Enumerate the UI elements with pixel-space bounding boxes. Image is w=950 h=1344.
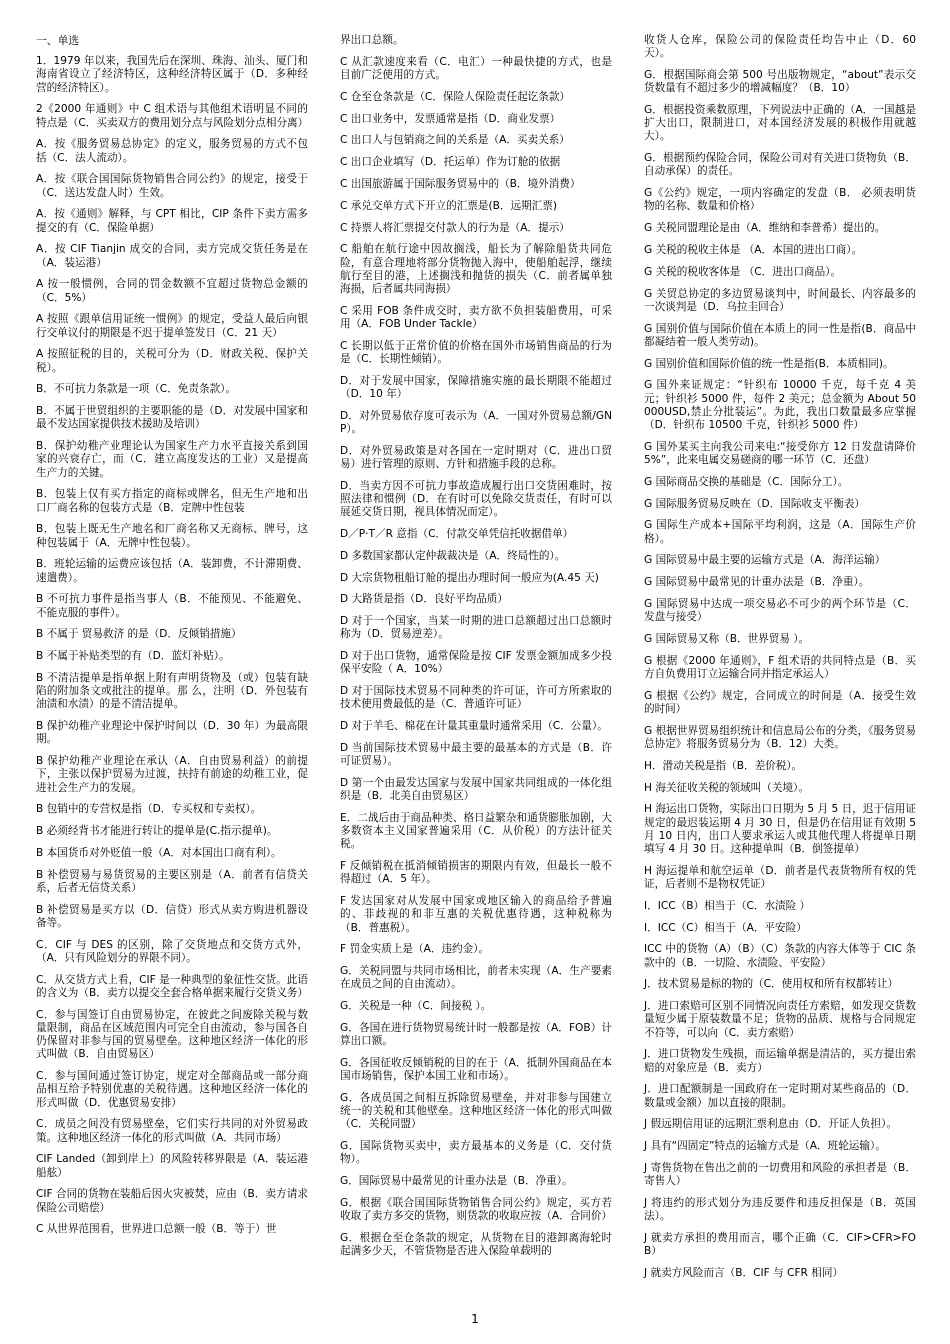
question-item: B 不属于补贴类型的有（D．蓝灯补贴）。 (36, 650, 230, 663)
question-item: G 根据世界贸易组织统计和信息局公布的分类，《服务贸易总协定》将服务贸易分为（B．12）大类。 (644, 724, 916, 750)
question-item: D 对于出口货物，通常保险是按 CIF 发票金额加成多少投保平安险（ A．10%） (340, 650, 612, 676)
question-item: G．各成员国之间相互拆除贸易壁垒，并对非参与国建立统一的关税和其他壁垒。这种地区经济一体化的形式叫做（C．关税同盟） (340, 1091, 612, 1131)
question-item: G 国外某买主向我公司来电:“接受你方 12 日发盘请降价 5%”，此来电属交易磋商的哪一环节（C．还盘） (644, 440, 916, 466)
question-item: A 按照征税的目的，关税可分为（D．财政关税、保护关税）。 (36, 348, 308, 374)
question-item: G 关税的税收主体是 （A．本国的进出口商）。 (644, 244, 863, 256)
column-right (644, 34, 916, 1289)
question-item: G．各国征收反倾销税的目的在于（A．抵制外国商品在本国市场销售，保护本国工业和市场）。 (340, 1056, 612, 1083)
question-item: G 国际贸易中达成一项交易必不可少的两个环节是（C．发盘与接受） (644, 597, 916, 624)
question-item: D 对于一个国家，当某一时期的进口总额超过出口总额时称为（D．贸易逆差）。 (340, 615, 612, 641)
question-item: G 国际贸易中最主要的运输方式是（A．海洋运输） (644, 554, 886, 567)
question-item: B 保护幼稚产业理论在承认（A．自由贸易利益）的前提下，主张以保护贸易为过渡，扶持有前途的幼稚工业，促进社会生产力的发展。 (36, 755, 308, 794)
question-item: C 仓至仓条款是（C．保险人保险责任起讫条款） (340, 90, 571, 103)
question-item: B．不可抗力条款是一项（C．免责条款）。 (36, 383, 237, 396)
question-item: G 国别价值和国际价值的统一性是指(B．本质相同)。 (644, 357, 894, 370)
question-item: D 第一个由最发达国家与发展中国家共同组成的一体化组织是（B．北美自由贸易区） (340, 776, 612, 803)
question-item: G 国际商品交换的基础是（C．国际分工）。 (644, 475, 849, 488)
question-item: G．各国在进行货物贸易统计时一般都是按（A．FOB）计算出口额。 (340, 1021, 612, 1048)
question-item: C．从交货方式上看，CIF 是一种典型的象征性交货。此语的含义为（B．卖方以提交全套合格单据来履行交货义务） (36, 973, 309, 999)
question-item: 界出口总额。 (340, 34, 404, 46)
question-item: C．参与国签订自由贸易协定，在彼此之间废除关税与数量限制，商品在区域范围内可完全自由流动，参与国各自仍保留对非参与国的贸易壁垒。这种地区经济一体化的形式叫做（B．自由贸易区） (36, 1008, 308, 1061)
question-item: B．包装上既无生产地名和厂商名称又无商标、牌号，这种包装属于（A．无牌中性包装）。 (36, 523, 308, 549)
column-middle (340, 34, 612, 1267)
question-item: D 大宗货物租船订舱的提出办理时间一般应为(A.45 天) (340, 571, 599, 584)
question-item: G．关税是一种（C．间接税 ）。 (340, 1000, 492, 1013)
question-item: J．技术贸易是标的物的（C．使用权和所有权都转让） (644, 978, 899, 991)
question-item: G 关贸总协定的多边贸易谈判中，时间最长、内容最多的一次谈判是（D．乌拉圭回合） (644, 287, 916, 313)
question-item: A．按《通则》解释，与 CPT 相比，CIP 条件下卖方需多提交的有（C．保险单据） (36, 208, 308, 234)
question-item: J．进口配额制是一国政府在一定时期对某些商品的（D．数量或金额）加以直接的限制。 (644, 1083, 916, 1109)
question-item: 2《2000 年通则》中 C 组术语与其他组术语明显不同的特点是（C．买卖双方的费用划分点与风险划分点相分离） (36, 103, 309, 129)
question-item: G．关税同盟与共同市场相比，前者未实现（A．生产要素在成员之间的自由流动）。 (340, 965, 612, 991)
question-item: G 国际贸易又称（B．世界贸易 ）。 (644, 632, 810, 645)
question-item: D．对外贸易依存度可表示为（A．一国对外贸易总额/GNP）。 (340, 409, 612, 435)
question-item: G．根据《联合国国际货物销售合同公约》规定，买方若收取了卖方多交的货物，则货款的收取应按（A．合同价） (340, 1196, 613, 1223)
question-item: F 罚金实质上是（A．违约金）。 (340, 943, 490, 956)
question-item: I．ICC（C）相当于（A．平安险） (644, 921, 807, 934)
question-item: B 补偿贸易与易货贸易的主要区别是（A．前者有信贷关系，后者无信贷关系） (36, 868, 308, 894)
question-item: C 从世界范围看，世界进口总额一般（B．等于）世 (36, 1223, 277, 1236)
question-item: B 不清洁提单是指单据上附有声明货物及（或）包装有缺陷的附加条文或批注的提单。那 么，注明（D．外包装有油渍和水渍）的是不清洁提单。 (36, 672, 308, 711)
question-item: J 寄售货物在售出之前的一切费用和风险的承担者是（B．寄售人） (644, 1161, 916, 1188)
question-item: B．班轮运输的运费应该包括（A．装卸费，不计滞期费、速遣费）。 (36, 558, 308, 584)
question-item: J．进口货物发生残损，而运输单据是清洁的，买方提出索赔的对象应是（B．卖方） (644, 1048, 916, 1074)
question-item: G 国际贸易中最常见的计重办法是（B．净重）。 (644, 576, 870, 589)
question-item: E．二战后由于商品种类、格日益繁杂和通货膨胀加剧，大多数资本主义国家普遍采用（C．从价税）的方法计征关税。 (340, 811, 612, 851)
column-left (36, 34, 308, 1245)
page-number: 1 (471, 1312, 479, 1326)
question-item: G 关税同盟理论是由（A．维纳和李普希）提出的。 (644, 222, 886, 235)
question-item: C．CIF 与 DES 的区别，除了交货地点和交货方式外，（A．只有风险划分的界限不同）。 (36, 938, 308, 964)
question-item: 收货人仓库，保险公司的保险责任均告中止（D．60 天）。 (644, 34, 916, 60)
question-item: CIF 合同的货物在装船后因火灾被焚，应由（B．卖方请求保险公司赔偿） (36, 1188, 308, 1214)
question-item: A．按《联合国国际货物销售合同公约》的规定，接受于（C．送达发盘人时）生效。 (36, 173, 308, 199)
question-item: G．根据国际商会第 500 号出版物规定，“about”表示交货数量有不超过多少的增减幅度？（B．10） (644, 69, 916, 95)
question-item: F 反倾销税在抵消倾销损害的期限内有效，但最长一般不得超过（A．5 年）。 (340, 860, 612, 886)
question-item: G 国际生产成本+国际平均利润，这是（A．国际生产价格）。 (644, 519, 916, 545)
question-item: B 包销中的专营权是指（D．专买权和专卖权）。 (36, 803, 262, 816)
question-item: D．对外贸易政策是对各国在一定时期对（C．进出口贸易）进行管理的原则、方针和措施手段的总称。 (340, 444, 612, 470)
question-item: G．根据投资乘数原理，下列说法中正确的（A．一国越是扩大出口，限制进口，对本国经济发展的积极作用就越大）。 (644, 104, 916, 143)
question-item: G 根据《2000 年通则》，F 组术语的共同特点是（B．买方自负费用订立运输合同并指定承运人） (644, 654, 916, 680)
question-item: G．国际贸易中最常见的计重办法是（B．净重）。 (340, 1175, 573, 1188)
question-item: ICC 中的货物（A）（B）（C）条款的内容大体等于 CIC 条款中的（B．一切险、水渍险、平安险） (644, 943, 916, 969)
question-item: G．国际货物买卖中，卖方最基本的义务是（C．交付货物）。 (340, 1140, 612, 1166)
section-heading: 一、单选 (36, 34, 80, 47)
question-item: D．对于发展中国家，保障措施实施的最长期限不能超过（D．10 年） (340, 374, 612, 400)
question-item: H 海运提单和航空运单（D．前者是代表货物所有权的凭证，后者则不是物权凭证） (644, 864, 916, 890)
question-item: C 出口业务中，发票通常是指（D．商业发票） (340, 112, 561, 125)
question-item: B．不属于世贸组织的主要职能的是（D．对发展中国家和最不发达国家提供技术援助及培训） (36, 405, 308, 431)
question-item: B 不可抗力事件是指当事人（B．不能预见、不能避免、不能克服的事件）。 (36, 593, 308, 619)
question-item: D．当卖方因不可抗力事故造成履行出口交货困难时，按照法律和惯例（D．在有时可以免除交货责任，有时可以展延交货日期，视具体情况而定）。 (340, 479, 612, 519)
question-item: H 海关征收关税的领域叫（关境）。 (644, 781, 809, 794)
question-item: C 承兑交单方式下开立的汇票是(B．远期汇票) (340, 199, 557, 212)
question-item: H．滑动关税是指（B．差价税）。 (644, 759, 803, 772)
question-item: B．包装上仅有买方指定的商标或牌名，但无生产地和出口厂商名称的包装方式是（B．定牌中性包装 (36, 488, 308, 514)
question-item: A 按一般惯例，合同的罚金数额不宜超过货物总金额的（C．5%） (36, 278, 308, 304)
question-item: C 长期以低于正常价值的价格在国外市场销售商品的行为是（C．长期性倾销）。 (340, 339, 612, 365)
question-item: J 将违约的形式划分为违反要件和违反担保是（B．英国法）。 (644, 1196, 916, 1223)
question-item: C 采用 FOB 条件成交时，卖方欲不负担装船费用，可采用（A．FOB Under Tackle） (340, 304, 612, 330)
question-item: A．按 CIF Tianjin 成交的合同，卖方完成交货任务是在（A．装运港） (36, 243, 308, 269)
question-item: J．进口索赔可区别不同情况向责任方索赔，如发现交货数量短少属于原装数量不足；货物的品质、规格与合同规定不符等，可以向（C．卖方索赔） (644, 1000, 916, 1039)
question-item: C 出口企业填写（D．托运单）作为订舱的依据 (340, 156, 561, 169)
question-item: B．保护幼稚产业理论认为国家生产力水平直接关系到国家的兴衰存亡，而（C．建立高度发达的工业）又是提高生产力的关键。 (36, 440, 308, 479)
question-item: D 大路货是指（D．良好平均品质） (340, 593, 508, 606)
question-item: I．ICC（B）相当于（C．水渍险 ） (644, 899, 811, 912)
question-item: G 国别价值与国际价值在本质上的同一性是指(B．商品中都凝结着一般人类劳动)。 (644, 322, 916, 348)
question-item: C 出国旅游属于国际服务贸易中的（B．境外消费） (340, 177, 581, 190)
question-item: G．根据预约保险合同，保险公司对有关进口货物负（B．自动承保）的责任。 (644, 152, 916, 178)
question-item: J 具有“四固定”特点的运输方式是（A．班轮运输）。 (644, 1140, 886, 1153)
question-item: C 出口人与包销商之间的关系是（A．买卖关系） (340, 134, 570, 147)
question-item: G 国际服务贸易反映在（D．国际收支平衡表） (644, 497, 866, 510)
question-item: D 对于羊毛、棉花在计量其重量时通常采用（C．公量）。 (340, 720, 608, 733)
question-item: J 就卖方风险而言（B．CIF 与 CFR 相同） (644, 1266, 844, 1279)
question-item: G 国外来证规定：“针织布 10000 千克，每千克 4 美元；针织衫 5000 件，每件 2 美元；总金额为 About 50000USD,禁止分批装运”。为此，我出口数量最多应掌握（D．针织布 10500 千克，针织衫 5000 件） (644, 379, 916, 431)
question-item: A 按照《跟单信用证统一惯例》的规定，受益人最后向银行交单议付的期限是不迟于提单签发日（C．21 天） (36, 313, 308, 339)
question-item: D 对于国际技术贸易不同种类的许可证，许可方所索取的技术使用费最低的是（C．普通许可证） (340, 685, 612, 711)
question-item: C 船舶在航行途中因故搁浅，船长为了解除船货共同危险，有意合理地将部分货物抛入海中，使船舶起浮，继续航行至目的港，上述搁浅和抛货的损失（C．前者属单独海损，后者属共同海损） (340, 243, 612, 295)
question-item: B 保护幼稚产业理论中保护时间以（D．30 年）为最高限期。 (36, 720, 308, 746)
question-item: J 就卖方承担的费用而言，哪个正确（C．CIF>CFR>FOB） (644, 1231, 916, 1258)
question-item: D 多数国家都认定仲裁裁决是（A．终局性的）。 (340, 549, 566, 562)
question-item: H 海运出口货物，实际出口日期为 5 月 5 日，迟于信用证规定的最迟装运期 4 月 30 日，但是仍在信用证有效期 5 月 10 日内，出口人要求承运人或其他代理人将提单日期填写 4 月 30 日。这种提单叫（B．倒签提单） (644, 803, 916, 855)
question-item: CIF Landed（卸到岸上）的风险转移界限是（A．装运港船舷） (36, 1153, 308, 1179)
question-item: D 当前国际技术贸易中最主要的最基本的方式是（B．许可证贸易）。 (340, 741, 612, 768)
question-item: J 假远期信用证的远期汇票利息由（D．开证人负担）。 (644, 1118, 898, 1131)
question-item: G 关税的税收客体是 （C．进出口商品）。 (644, 265, 842, 278)
question-item: 1．1979 年以来，我国先后在深圳、珠海、汕头、厦门和海南省设立了经济特区，这种经济特区属于（D．多种经营的经济特区）。 (36, 55, 308, 94)
question-item: B 本国货币对外贬值一般（A．对本国出口商有利）。 (36, 847, 282, 859)
question-item: A．按《服务贸易总协定》的定义，服务贸易的方式不包括（C．法人流动）。 (36, 138, 308, 164)
question-item: C 从汇款速度来看（C．电汇）一种最快捷的方式，也是目前广泛使用的方式。 (340, 55, 612, 81)
question-item: B 补偿贸易是买方以（D．信贷）形式从卖方购进机器设备等。 (36, 903, 308, 929)
question-item: C 持票人将汇票提交付款人的行为是（A．提示） (340, 221, 570, 234)
question-item: D／P·T／R 意指（C．付款交单凭信托收据借单） (340, 527, 574, 540)
question-item: B 不属于 贸易救济 的是（D．反倾销措施） (36, 628, 242, 641)
question-item: G 根据《公约》规定，合同成立的时间是（A．接受生效的时间） (644, 689, 916, 715)
question-item: C．成员之间没有贸易壁垒，它们实行共同的对外贸易政策。这种地区经济一体化的形式叫做（A．共同市场） (36, 1118, 308, 1144)
question-item: G．根据仓至仓条款的规定，从货物在目的港卸离海轮时起满多少天，不管货物是否进入保险单载明的 (340, 1231, 612, 1258)
question-item: C．参与国间通过签订协定，规定对全部商品或一部分商品相互给予特别优惠的关税待遇。这种地区经济一体化的形式叫做（D．优惠贸易安排） (36, 1070, 308, 1109)
question-item: G《公约》规定，一项内容确定的发盘（B． 必须表明货物的名称、数量和价格） (644, 187, 916, 213)
question-item: F 发达国家对从发展中国家或地区输入的商品给予普遍的、非歧视的和非互惠的关税优惠待遇，这种税称为（B．普惠税）。 (340, 895, 612, 934)
question-item: B 必须经背书才能进行转让的提单是(C.指示提单)。 (36, 825, 278, 838)
